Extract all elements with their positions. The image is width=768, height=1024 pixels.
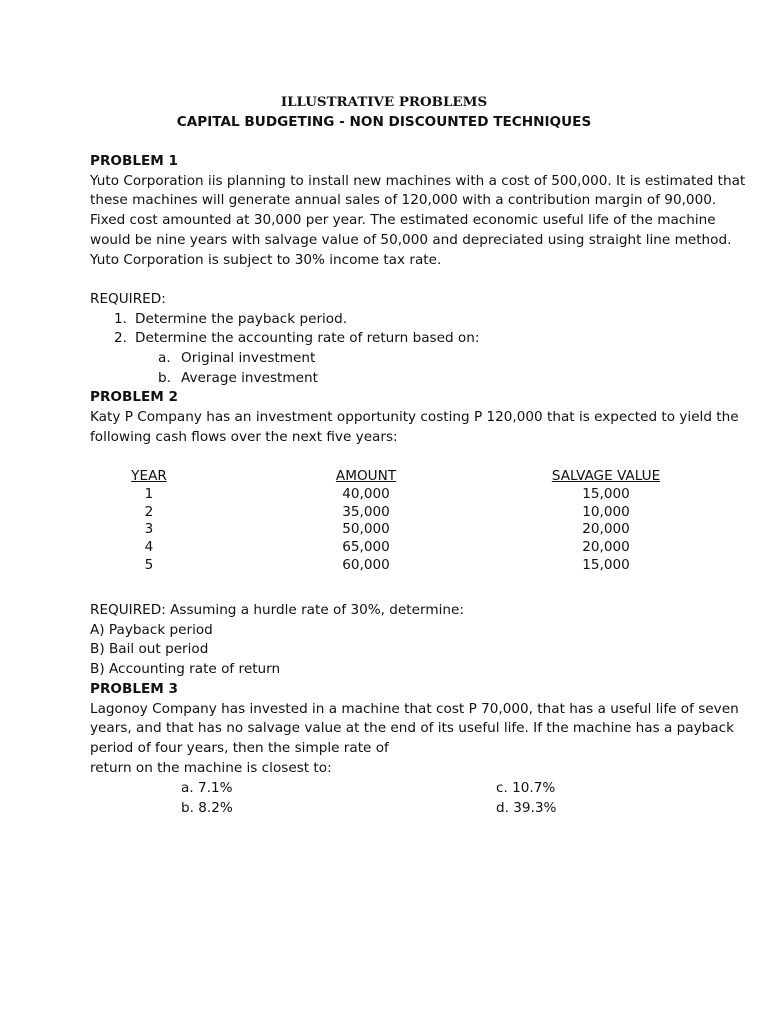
sub-list-item-text: Original investment xyxy=(181,350,316,367)
problem-1-text-line: Yuto Corporation is subject to 30% income tax rate. xyxy=(90,251,442,268)
list-item: A) Payback period xyxy=(90,621,213,638)
table-cell: 10,000 xyxy=(582,503,630,520)
problem-3-text-line: Lagonoy Company has invested in a machine that cost P 70,000, that has a useful life of seven xyxy=(90,700,739,717)
table-cell: 60,000 xyxy=(342,556,390,573)
column-header-year: YEAR xyxy=(131,468,167,484)
table-cell: 15,000 xyxy=(582,556,630,573)
problem-1-required-label: REQUIRED: xyxy=(90,290,166,307)
cash-flow-table xyxy=(110,468,668,575)
choice-c: c. 10.7% xyxy=(496,780,556,796)
problem-2-text-line: Katy P Company has an investment opportunity costing P 120,000 that is expected to yield the xyxy=(90,409,739,426)
list-item: B) Bail out period xyxy=(90,641,209,658)
problem-1 xyxy=(90,152,746,448)
list-number: 2. xyxy=(114,330,127,347)
table-cell: 65,000 xyxy=(342,539,390,556)
table-row xyxy=(110,486,668,504)
document-title: ILLUSTRATIVE PROBLEMS xyxy=(280,94,488,110)
list-item: B) Accounting rate of return xyxy=(90,661,281,678)
problem-3-text-line: period of four years, then the simple rate of xyxy=(90,739,389,756)
problem-1-text-line: Yuto Corporation iis planning to install new machines with a cost of 500,000. It is estimated that xyxy=(90,172,746,189)
table-cell: 5 xyxy=(144,556,154,573)
list-item-text: Determine the accounting rate of return based on: xyxy=(135,330,480,347)
choice-a: a. 7.1% xyxy=(181,780,233,796)
choice-d: d. 39.3% xyxy=(496,800,557,816)
problem-2-heading: PROBLEM 2 xyxy=(90,389,179,406)
list-number: 1. xyxy=(114,310,127,327)
document-subtitle: CAPITAL BUDGETING - NON DISCOUNTED TECHNIQUES xyxy=(176,114,592,130)
problem-2-text-line: following cash flows over the next five years: xyxy=(90,428,398,445)
column-header-salvage-value: SALVAGE VALUE xyxy=(551,468,661,484)
problem-3-heading: PROBLEM 3 xyxy=(90,680,179,697)
problem-3-text-line: years, and that has no salvage value at the end of its useful life. If the machine has a payback xyxy=(90,720,734,737)
table-header-row xyxy=(110,468,668,486)
problem-1-text-line: these machines will generate annual sales of 120,000 with a contribution margin of 90,000. xyxy=(90,192,717,209)
table-row xyxy=(110,521,668,539)
table-cell: 35,000 xyxy=(342,503,390,520)
problem-1-text-line: Fixed cost amounted at 30,000 per year. The estimated economic useful life of the machine xyxy=(90,212,716,229)
column-header-amount: AMOUNT xyxy=(335,468,397,484)
problem-2-required-line: REQUIRED: Assuming a hurdle rate of 30%, determine: xyxy=(90,602,464,618)
table-cell: 4 xyxy=(144,539,154,556)
table-row xyxy=(110,539,668,557)
table-cell: 3 xyxy=(144,521,154,538)
sub-list-item xyxy=(90,349,690,369)
sub-list-item-text: Average investment xyxy=(181,369,318,386)
table-cell: 50,000 xyxy=(342,521,390,538)
table-cell: 40,000 xyxy=(342,485,390,502)
list-item-text: Determine the payback period. xyxy=(135,310,348,327)
list-item xyxy=(90,329,690,349)
choice-b: b. 8.2% xyxy=(181,800,233,816)
table-cell: 15,000 xyxy=(582,485,630,502)
sub-list-letter: a. xyxy=(158,350,171,367)
table-cell: 1 xyxy=(144,485,154,502)
table-cell: 20,000 xyxy=(582,539,630,556)
table-row xyxy=(110,504,668,522)
sub-list-item xyxy=(90,369,690,389)
table-cell: 2 xyxy=(144,503,154,520)
problem-3-text-line: return on the machine is closest to: xyxy=(90,759,332,776)
problem-2-requirements xyxy=(90,601,739,778)
sub-list-letter: b. xyxy=(158,369,171,386)
table-row xyxy=(110,557,668,575)
problem-1-text-line: would be nine years with salvage value of 50,000 and depreciated using straight line method. xyxy=(90,231,732,248)
problem-1-heading: PROBLEM 1 xyxy=(90,153,179,169)
list-item xyxy=(90,310,690,330)
table-cell: 20,000 xyxy=(582,521,630,538)
